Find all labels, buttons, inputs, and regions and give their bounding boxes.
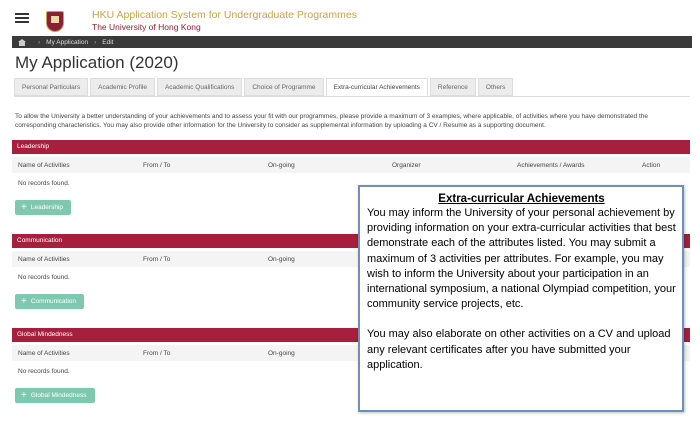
col-action: Action bbox=[642, 162, 661, 169]
col-from-to: From / To bbox=[143, 256, 171, 263]
col-achievements: Achievements / Awards bbox=[517, 162, 585, 169]
callout-paragraph-1: You may inform the University of your personal achievement by providing information on your extra-curricular activities that best demonstrate each of the attributes listed. You may submit a maximum of 3 activities per attributes. For example, you may wish to inform the University about your participation in an international symposium, a national Olympiad competition, your community service projects, etc. bbox=[367, 207, 676, 311]
menu-icon[interactable] bbox=[15, 13, 29, 24]
col-ongoing: On-going bbox=[268, 256, 295, 263]
chevron-right-icon: › bbox=[94, 38, 97, 46]
add-leadership-label: Leadership bbox=[30, 204, 64, 211]
empty-message-global-mindedness: No records found. bbox=[18, 368, 70, 375]
col-from-to: From / To bbox=[143, 162, 171, 169]
section-header-leadership: Leadership bbox=[12, 140, 690, 154]
col-name: Name of Activities bbox=[18, 256, 70, 263]
add-leadership-button[interactable] bbox=[15, 200, 71, 215]
chevron-right-icon: › bbox=[38, 38, 41, 46]
tab-extra-curricular-achievements[interactable]: Extra-curricular Achievements bbox=[326, 78, 428, 96]
plus-icon: + bbox=[21, 202, 27, 213]
empty-message-leadership: No records found. bbox=[18, 180, 70, 187]
add-communication-button[interactable] bbox=[15, 294, 84, 309]
plus-icon: + bbox=[21, 390, 27, 401]
breadcrumb-my-application[interactable]: My Application bbox=[46, 38, 89, 46]
tab-reference[interactable]: Reference bbox=[430, 78, 476, 96]
col-ongoing: On-going bbox=[268, 162, 295, 169]
section-header-communication: Communication bbox=[12, 234, 690, 248]
callout-paragraph-2: You may also elaborate on other activities on a CV and upload any relevant certificates after you have submitted your application. bbox=[367, 328, 671, 371]
breadcrumb-edit: Edit bbox=[102, 38, 114, 46]
explanation-callout bbox=[358, 185, 684, 412]
tab-choice-of-programme[interactable]: Choice of Programme bbox=[244, 78, 323, 96]
callout-title: Extra-curricular Achievements bbox=[438, 193, 605, 205]
intro-text: To allow the University a better understanding of your achievements and to assess your fit with our programmes, please provide a maximum of 3 examples, where applicable, of activities where you have demonstrated the corresponding characteristics. You may also provide other information for the University to consider as supplemental information by uploading a CV / Resume as a supporting document. bbox=[15, 113, 648, 129]
add-communication-label: Communication bbox=[30, 298, 77, 305]
col-from-to: From / To bbox=[143, 350, 171, 357]
add-global-mindedness-button[interactable] bbox=[15, 388, 95, 403]
page-title: My Application (2020) bbox=[15, 53, 179, 72]
add-global-mindedness-label: Global Mindedness bbox=[30, 392, 87, 399]
university-name: The University of Hong Kong bbox=[92, 22, 201, 32]
col-organizer: Organizer bbox=[392, 162, 421, 169]
col-name: Name of Activities bbox=[18, 350, 70, 357]
plus-icon: + bbox=[21, 296, 27, 307]
hku-crest-logo bbox=[46, 11, 64, 32]
breadcrumb bbox=[12, 36, 692, 48]
tab-others[interactable]: Others bbox=[478, 78, 514, 96]
tab-personal-particulars[interactable]: Personal Particulars bbox=[14, 78, 88, 96]
tab-divider bbox=[14, 96, 690, 97]
col-name: Name of Activities bbox=[18, 162, 70, 169]
top-bar bbox=[0, 0, 700, 36]
tab-bar bbox=[14, 78, 515, 96]
tab-academic-profile[interactable]: Academic Profile bbox=[90, 78, 155, 96]
section-header-global-mindedness: Global Mindedness bbox=[12, 328, 690, 342]
empty-message-communication: No records found. bbox=[18, 274, 70, 281]
col-ongoing: On-going bbox=[268, 350, 295, 357]
tab-academic-qualifications[interactable]: Academic Qualifications bbox=[157, 78, 242, 96]
column-header-row bbox=[12, 157, 690, 173]
home-icon[interactable] bbox=[18, 39, 26, 46]
system-title: HKU Application System for Undergraduate Programmes bbox=[92, 9, 357, 21]
